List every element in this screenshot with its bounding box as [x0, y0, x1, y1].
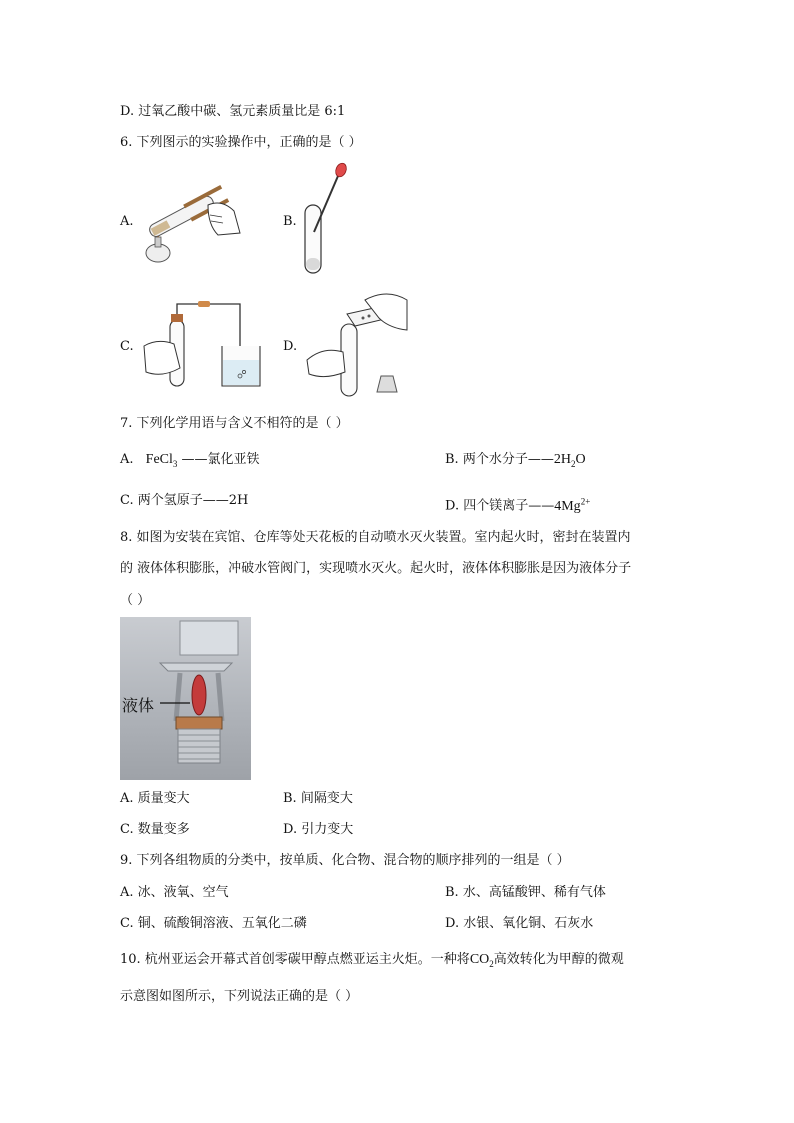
q7-option-c: C. 两个氢原子——2H — [120, 493, 249, 508]
q7-option-a-meaning: ——氯化亚铁 — [181, 452, 260, 467]
sprinkler-photo — [120, 617, 251, 780]
q6-option-a-label: A. — [120, 214, 134, 229]
q9-stem: 9. 下列各组物质的分类中，按单质、化合物、混合物的顺序排列的一组是（ ） — [120, 853, 570, 868]
q7-option-a-label: A. — [120, 452, 134, 467]
q9-option-b: B. 水、高锰酸钾、稀有气体 — [445, 885, 606, 900]
q8-stem-line1: 8. 如图为安装在宾馆、仓库等处天花板的自动喷水灭火装置。室内起火时，密封在装置内 — [120, 530, 631, 545]
q9-option-a: A. 冰、液氧、空气 — [120, 885, 229, 900]
q7-stem: 7. 下列化学用语与含义不相符的是（ ） — [120, 416, 349, 431]
liquid-label: 液体 — [122, 696, 155, 715]
q8-stem-line2: 的 液体体积膨胀，冲破水管阀门，实现喷水灭火。起火时，液体体积膨胀是因为液体分子 — [120, 561, 632, 576]
q7-option-a — [120, 451, 260, 473]
q8-option-a: A. 质量变大 — [120, 791, 190, 806]
q8-option-c: C. 数量变多 — [120, 822, 190, 837]
q6-option-d-label: D. — [283, 339, 298, 354]
water-formula: $2H_2O$ — [553, 452, 586, 469]
q5-option-d: D. 过氧乙酸中碳、氢元素质量比是 6:1 — [120, 104, 346, 119]
airtightness-check-illustration — [140, 298, 266, 390]
q7-option-a-formula: FeCl$_3$ — [145, 452, 178, 469]
q8-option-d: D. 引力变大 — [283, 822, 354, 837]
dropper-test-tube-illustration — [300, 160, 355, 278]
q10-stem-line2: 示意图如图所示，下列说法正确的是（ ） — [120, 989, 359, 1004]
q8-option-b: B. 间隔变大 — [283, 791, 353, 806]
q7-option-b: B. 两个水分子$——2H_2O$ — [445, 452, 586, 469]
q9-option-c: C. 铜、硫酸铜溶液、五氧化二磷 — [120, 916, 307, 931]
heating-test-tube-illustration — [138, 175, 242, 270]
q9-option-d: D. 水银、氧化铜、石灰水 — [445, 916, 594, 931]
co2-formula: $CO_2$ — [469, 952, 494, 969]
q6-stem: 6. 下列图示的实验操作中，正确的是（ ） — [120, 135, 362, 150]
q7-option-d: D. 四个镁离子$——4Mg^{2+}$ — [445, 496, 591, 514]
q10-stem-line1: 10. 杭州亚运会开幕式首创零碳甲醇点燃亚运主火炬。一种将$CO_2$高效转化为甲醇的微观 — [120, 952, 624, 969]
q6-option-b-label: B. — [283, 214, 297, 229]
magnesium-ion-formula: $4Mg^{2+}$ — [554, 496, 591, 514]
pouring-solid-illustration — [303, 290, 415, 402]
q6-option-c-label: C. — [120, 339, 134, 354]
q8-stem-line3: （ ） — [120, 593, 151, 608]
